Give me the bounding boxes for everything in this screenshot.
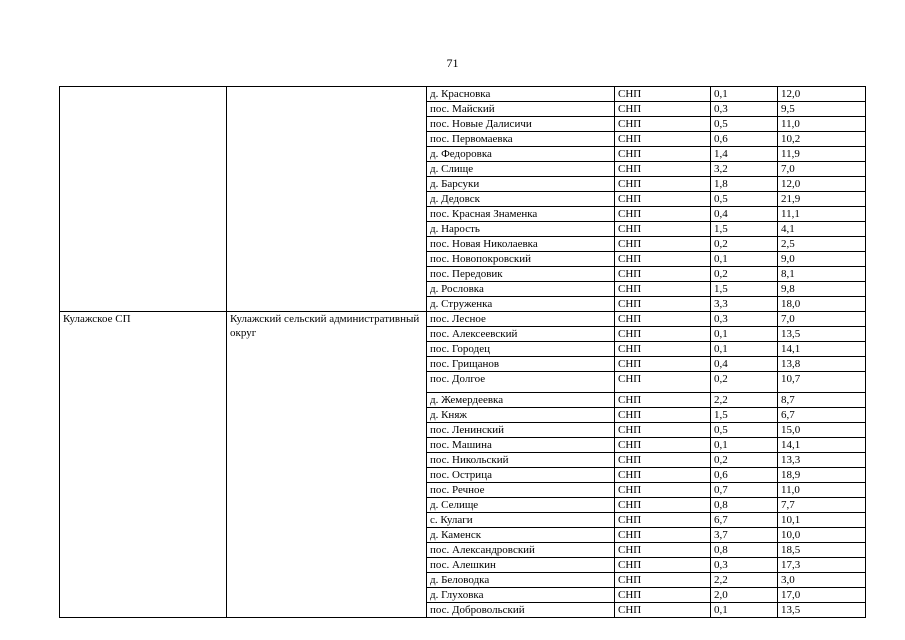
settlement-type-cell: СНП bbox=[615, 498, 711, 513]
settlement-type-cell: СНП bbox=[615, 468, 711, 483]
value-2-cell: 7,7 bbox=[778, 498, 866, 513]
value-1-cell: 6,7 bbox=[711, 513, 778, 528]
settlement-type-cell: СНП bbox=[615, 117, 711, 132]
settlement-name-cell: д. Струженка bbox=[427, 297, 615, 312]
value-2-cell: 15,0 bbox=[778, 423, 866, 438]
settlement-name-cell: пос. Александровский bbox=[427, 543, 615, 558]
value-2-cell: 18,0 bbox=[778, 297, 866, 312]
settlement-name-cell: д. Княж bbox=[427, 408, 615, 423]
value-1-cell: 0,3 bbox=[711, 312, 778, 327]
value-2-cell: 11,9 bbox=[778, 147, 866, 162]
settlement-type-cell: СНП bbox=[615, 177, 711, 192]
value-2-cell: 18,9 bbox=[778, 468, 866, 483]
settlement-name-cell: д. Нарость bbox=[427, 222, 615, 237]
settlement-type-cell: СНП bbox=[615, 102, 711, 117]
district-cell bbox=[227, 87, 427, 312]
settlement-name-cell: пос. Новая Николаевка bbox=[427, 237, 615, 252]
value-1-cell: 0,1 bbox=[711, 327, 778, 342]
value-1-cell: 0,8 bbox=[711, 543, 778, 558]
settlement-type-cell: СНП bbox=[615, 132, 711, 147]
value-1-cell: 0,4 bbox=[711, 357, 778, 372]
settlement-type-cell: СНП bbox=[615, 408, 711, 423]
value-1-cell: 0,1 bbox=[711, 252, 778, 267]
settlement-type-cell: СНП bbox=[615, 372, 711, 393]
settlement-type-cell: СНП bbox=[615, 603, 711, 618]
value-1-cell: 2,2 bbox=[711, 573, 778, 588]
value-2-cell: 10,2 bbox=[778, 132, 866, 147]
value-1-cell: 0,2 bbox=[711, 237, 778, 252]
settlement-name-cell: пос. Речное bbox=[427, 483, 615, 498]
settlement-type-cell: СНП bbox=[615, 393, 711, 408]
value-2-cell: 11,0 bbox=[778, 117, 866, 132]
table-row bbox=[60, 87, 866, 102]
settlement-name-cell: д. Федоровка bbox=[427, 147, 615, 162]
value-2-cell: 4,1 bbox=[778, 222, 866, 237]
settlement-type-cell: СНП bbox=[615, 267, 711, 282]
settlement-name-cell: пос. Красная Знаменка bbox=[427, 207, 615, 222]
value-1-cell: 0,6 bbox=[711, 468, 778, 483]
municipality-cell bbox=[60, 87, 227, 312]
settlement-name-cell: д. Слище bbox=[427, 162, 615, 177]
value-2-cell: 13,8 bbox=[778, 357, 866, 372]
value-1-cell: 2,0 bbox=[711, 588, 778, 603]
settlement-name-cell: пос. Лесное bbox=[427, 312, 615, 327]
value-1-cell: 0,1 bbox=[711, 438, 778, 453]
settlement-type-cell: СНП bbox=[615, 543, 711, 558]
settlement-name-cell: пос. Острица bbox=[427, 468, 615, 483]
settlement-type-cell: СНП bbox=[615, 573, 711, 588]
settlement-type-cell: СНП bbox=[615, 483, 711, 498]
value-2-cell: 10,7 bbox=[778, 372, 866, 393]
value-1-cell: 2,2 bbox=[711, 393, 778, 408]
settlement-name-cell: пос. Первомаевка bbox=[427, 132, 615, 147]
settlement-type-cell: СНП bbox=[615, 222, 711, 237]
settlement-name-cell: пос. Алешкин bbox=[427, 558, 615, 573]
settlement-type-cell: СНП bbox=[615, 588, 711, 603]
settlement-name-cell: д. Дедовск bbox=[427, 192, 615, 207]
settlement-type-cell: СНП bbox=[615, 558, 711, 573]
settlement-type-cell: СНП bbox=[615, 282, 711, 297]
settlement-type-cell: СНП bbox=[615, 147, 711, 162]
value-1-cell: 0,1 bbox=[711, 342, 778, 357]
settlement-name-cell: д. Жемердеевка bbox=[427, 393, 615, 408]
value-2-cell: 9,8 bbox=[778, 282, 866, 297]
settlement-name-cell: пос. Машина bbox=[427, 438, 615, 453]
settlement-type-cell: СНП bbox=[615, 342, 711, 357]
value-2-cell: 10,1 bbox=[778, 513, 866, 528]
settlement-type-cell: СНП bbox=[615, 357, 711, 372]
settlement-name-cell: пос. Добровольский bbox=[427, 603, 615, 618]
settlement-name-cell: пос. Новые Далисичи bbox=[427, 117, 615, 132]
value-1-cell: 0,2 bbox=[711, 267, 778, 282]
value-2-cell: 10,0 bbox=[778, 528, 866, 543]
value-1-cell: 0,6 bbox=[711, 132, 778, 147]
value-2-cell: 9,0 bbox=[778, 252, 866, 267]
value-1-cell: 1,4 bbox=[711, 147, 778, 162]
value-1-cell: 1,5 bbox=[711, 282, 778, 297]
value-2-cell: 2,5 bbox=[778, 237, 866, 252]
settlement-type-cell: СНП bbox=[615, 528, 711, 543]
settlement-name-cell: д. Барсуки bbox=[427, 177, 615, 192]
settlement-type-cell: СНП bbox=[615, 453, 711, 468]
value-2-cell: 11,1 bbox=[778, 207, 866, 222]
value-1-cell: 0,2 bbox=[711, 453, 778, 468]
settlement-name-cell: д. Каменск bbox=[427, 528, 615, 543]
value-2-cell: 12,0 bbox=[778, 177, 866, 192]
value-2-cell: 7,0 bbox=[778, 312, 866, 327]
settlement-type-cell: СНП bbox=[615, 237, 711, 252]
settlements-table bbox=[59, 86, 866, 618]
value-2-cell: 14,1 bbox=[778, 438, 866, 453]
settlement-type-cell: СНП bbox=[615, 192, 711, 207]
settlement-type-cell: СНП bbox=[615, 162, 711, 177]
value-2-cell: 21,9 bbox=[778, 192, 866, 207]
settlement-name-cell: пос. Новопокровский bbox=[427, 252, 615, 267]
settlement-name-cell: пос. Майский bbox=[427, 102, 615, 117]
settlement-name-cell: д. Беловодка bbox=[427, 573, 615, 588]
value-1-cell: 0,7 bbox=[711, 483, 778, 498]
municipality-cell: Кулажское СП bbox=[60, 312, 227, 618]
settlement-type-cell: СНП bbox=[615, 438, 711, 453]
value-2-cell: 17,0 bbox=[778, 588, 866, 603]
value-1-cell: 3,2 bbox=[711, 162, 778, 177]
settlement-name-cell: с. Кулаги bbox=[427, 513, 615, 528]
value-1-cell: 0,2 bbox=[711, 372, 778, 393]
value-1-cell: 1,5 bbox=[711, 408, 778, 423]
settlement-name-cell: пос. Алексеевский bbox=[427, 327, 615, 342]
value-2-cell: 12,0 bbox=[778, 87, 866, 102]
value-2-cell: 3,0 bbox=[778, 573, 866, 588]
value-2-cell: 14,1 bbox=[778, 342, 866, 357]
settlement-type-cell: СНП bbox=[615, 513, 711, 528]
page-number: 71 bbox=[446, 56, 459, 70]
value-2-cell: 11,0 bbox=[778, 483, 866, 498]
value-2-cell: 18,5 bbox=[778, 543, 866, 558]
settlement-type-cell: СНП bbox=[615, 207, 711, 222]
value-1-cell: 0,1 bbox=[711, 603, 778, 618]
value-1-cell: 1,5 bbox=[711, 222, 778, 237]
value-2-cell: 13,3 bbox=[778, 453, 866, 468]
district-cell: Кулажский сельский административный округ bbox=[227, 312, 427, 618]
settlement-name-cell: д. Красновка bbox=[427, 87, 615, 102]
value-1-cell: 0,4 bbox=[711, 207, 778, 222]
value-1-cell: 1,8 bbox=[711, 177, 778, 192]
settlement-type-cell: СНП bbox=[615, 423, 711, 438]
value-1-cell: 0,5 bbox=[711, 117, 778, 132]
settlement-name-cell: пос. Передовик bbox=[427, 267, 615, 282]
settlement-name-cell: д. Селище bbox=[427, 498, 615, 513]
value-1-cell: 0,3 bbox=[711, 558, 778, 573]
value-1-cell: 0,3 bbox=[711, 102, 778, 117]
value-2-cell: 17,3 bbox=[778, 558, 866, 573]
settlement-name-cell: д. Рословка bbox=[427, 282, 615, 297]
table-row bbox=[60, 312, 866, 327]
value-2-cell: 8,7 bbox=[778, 393, 866, 408]
value-2-cell: 13,5 bbox=[778, 603, 866, 618]
value-1-cell: 0,5 bbox=[711, 423, 778, 438]
settlement-name-cell: пос. Ленинский bbox=[427, 423, 615, 438]
settlement-type-cell: СНП bbox=[615, 327, 711, 342]
value-1-cell: 3,7 bbox=[711, 528, 778, 543]
settlement-name-cell: пос. Грищанов bbox=[427, 357, 615, 372]
value-2-cell: 7,0 bbox=[778, 162, 866, 177]
value-1-cell: 0,8 bbox=[711, 498, 778, 513]
settlement-name-cell: пос. Никольский bbox=[427, 453, 615, 468]
value-1-cell: 0,5 bbox=[711, 192, 778, 207]
value-2-cell: 8,1 bbox=[778, 267, 866, 282]
settlement-type-cell: СНП bbox=[615, 252, 711, 267]
settlement-type-cell: СНП bbox=[615, 87, 711, 102]
settlement-name-cell: пос. Городец bbox=[427, 342, 615, 357]
value-2-cell: 13,5 bbox=[778, 327, 866, 342]
settlement-name-cell: д. Глуховка bbox=[427, 588, 615, 603]
settlement-type-cell: СНП bbox=[615, 312, 711, 327]
value-2-cell: 9,5 bbox=[778, 102, 866, 117]
settlement-name-cell: пос. Долгое bbox=[427, 372, 615, 393]
value-1-cell: 3,3 bbox=[711, 297, 778, 312]
value-1-cell: 0,1 bbox=[711, 87, 778, 102]
value-2-cell: 6,7 bbox=[778, 408, 866, 423]
settlement-type-cell: СНП bbox=[615, 297, 711, 312]
